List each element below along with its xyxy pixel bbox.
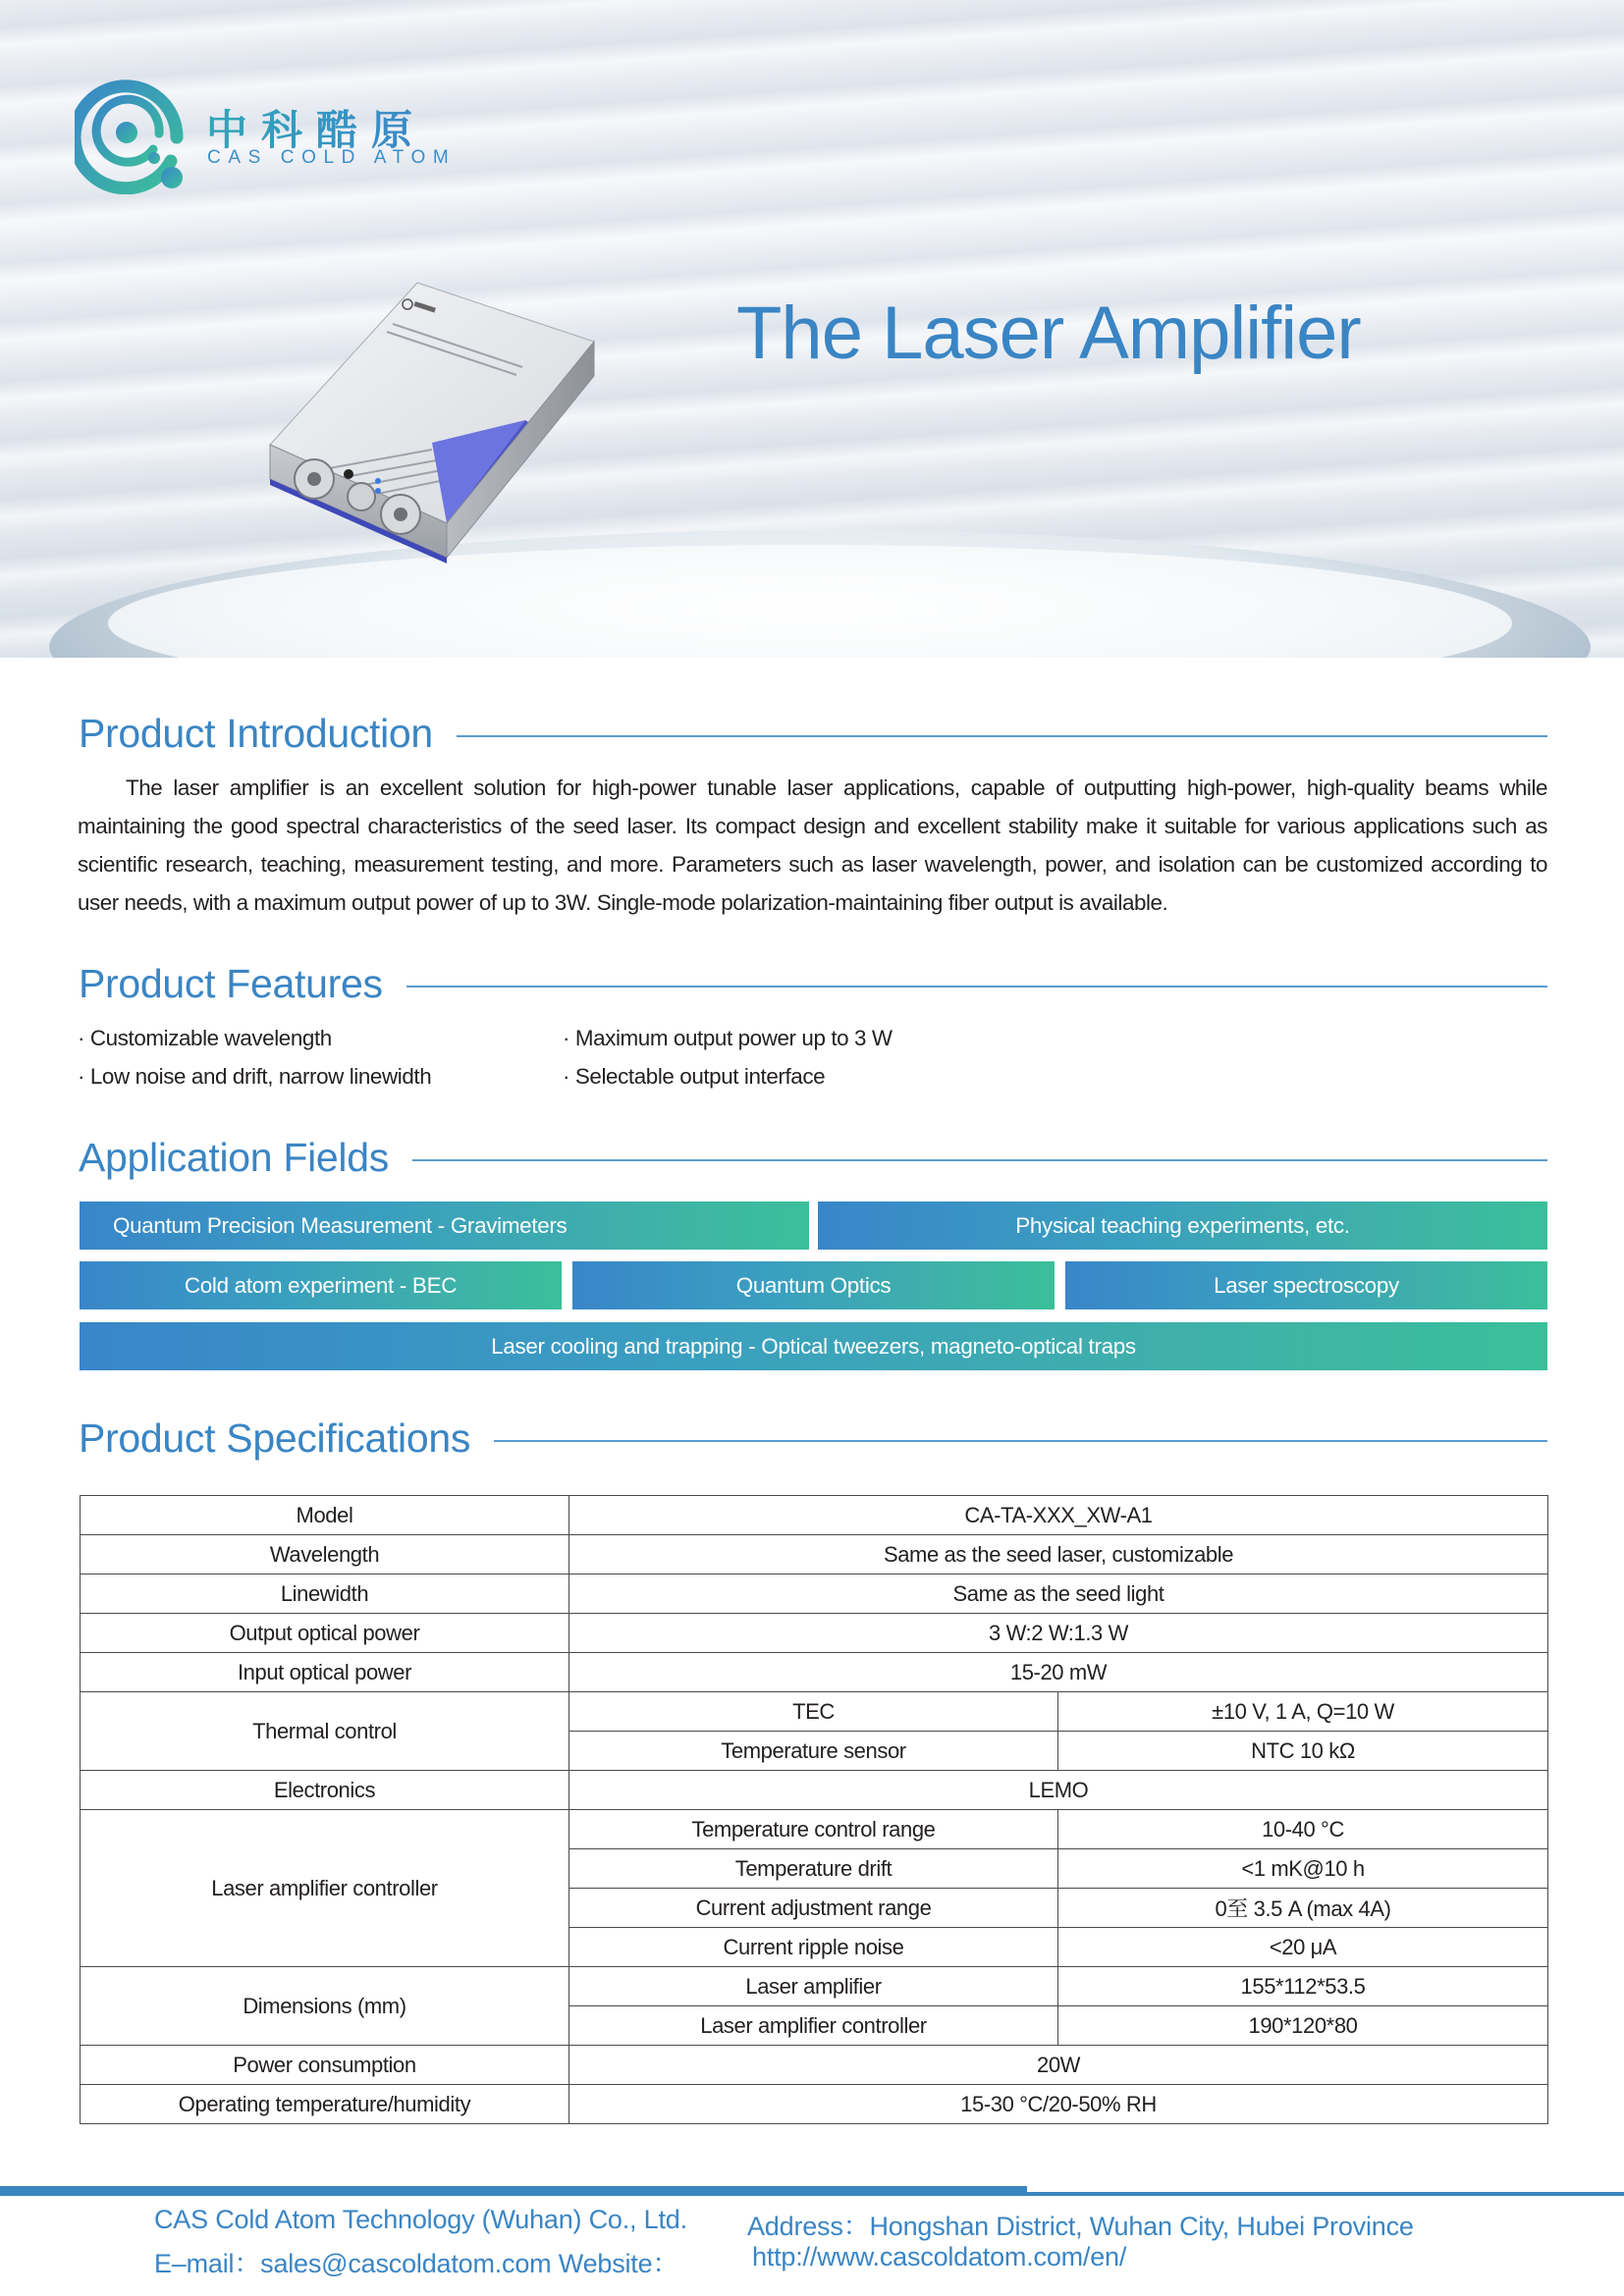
header-banner xyxy=(0,0,1624,658)
spec-sublabel: Laser amplifier controller xyxy=(569,2006,1058,2046)
spec-label: Laser amplifier controller xyxy=(81,1810,569,1967)
spec-sublabel: Temperature sensor xyxy=(569,1732,1058,1771)
application-label: Laser cooling and trapping - Optical tweezers, magneto-optical traps xyxy=(491,1333,1136,1359)
spec-label: Linewidth xyxy=(81,1575,569,1614)
table-row xyxy=(81,2085,1548,2124)
footer-divider xyxy=(0,2186,1027,2196)
cas-cold-atom-logo-icon xyxy=(75,77,192,194)
feature-item: · Customizable wavelength xyxy=(78,1026,332,1050)
section-divider xyxy=(412,1159,1547,1161)
spec-value: 0至 3.5 A (max 4A) xyxy=(1058,1889,1548,1928)
intro-paragraph: The laser amplifier is an excellent solution for high-power tunable laser applications, capable of outputting high-power, high-quality beams while maintaining the good spectral characteristics of the seed laser. Its compact design and excellent stability make it suitable for various applications such as scientific research, teaching, measurement testing, and more. Parameters such as laser wavelength, power, and isolation can be customized according to user needs, with a maximum output power of up to 3W. Single-mode polarization-maintaining fiber output is available. xyxy=(78,775,1547,915)
spec-label: Electronics xyxy=(81,1771,569,1810)
email-label: E–mail： xyxy=(154,2249,261,2278)
feature-item: · Selectable output interface xyxy=(563,1064,826,1089)
spec-sublabel: TEC xyxy=(569,1692,1058,1732)
application-label: Cold atom experiment - BEC xyxy=(184,1272,458,1298)
table-row xyxy=(81,1967,1548,2006)
section-divider xyxy=(457,735,1547,737)
website-label: Website： xyxy=(558,2249,679,2278)
footer-address xyxy=(747,2205,1414,2243)
address-value: Hongshan District, Wuhan City, Hubei Province xyxy=(869,2212,1414,2241)
application-tag xyxy=(80,1322,1547,1370)
table-row xyxy=(81,1535,1548,1575)
footer-divider-thin xyxy=(1027,2192,1624,2196)
spec-label: Wavelength xyxy=(81,1535,569,1575)
section-header-specifications xyxy=(79,1414,1547,1463)
feature-item: · Maximum output power up to 3 W xyxy=(563,1026,893,1050)
footer-company: CAS Cold Atom Technology (Wuhan) Co., Ltd. xyxy=(154,2205,687,2234)
application-label: Quantum Optics xyxy=(735,1272,892,1298)
spec-sublabel: Current adjustment range xyxy=(569,1889,1058,1928)
spec-value: 20W xyxy=(569,2046,1548,2085)
feature-item: · Low noise and drift, narrow linewidth xyxy=(78,1064,432,1089)
table-row xyxy=(81,1810,1548,1849)
brand-name-english: CAS COLD ATOM xyxy=(207,147,457,168)
spec-value: LEMO xyxy=(569,1771,1548,1810)
spec-value: ±10 V, 1 A, Q=10 W xyxy=(1058,1692,1548,1732)
section-title: Application Fields xyxy=(79,1134,389,1180)
application-label: Physical teaching experiments, etc. xyxy=(1015,1212,1350,1238)
spec-value: Same as the seed light xyxy=(569,1575,1548,1614)
page-title: The Laser Amplifier xyxy=(736,292,1361,375)
spec-value: 15-30 °C/20-50% RH xyxy=(569,2085,1548,2124)
application-tag xyxy=(80,1201,809,1250)
section-header-features xyxy=(79,959,1547,1008)
spec-label: Thermal control xyxy=(81,1692,569,1771)
address-label: Address： xyxy=(747,2212,870,2241)
spec-label: Output optical power xyxy=(81,1614,569,1653)
spec-label: Model xyxy=(81,1496,569,1535)
application-tag xyxy=(1065,1261,1547,1309)
section-title: Product Features xyxy=(79,960,383,1006)
specifications-table xyxy=(80,1495,1548,2124)
spec-value: 10-40 °C xyxy=(1058,1810,1548,1849)
application-tag xyxy=(80,1261,562,1309)
spec-value: 15-20 mW xyxy=(569,1653,1548,1692)
table-row xyxy=(81,1692,1548,1732)
spec-sublabel: Temperature control range xyxy=(569,1810,1058,1849)
laser-amplifier-device-image xyxy=(245,273,609,567)
section-divider xyxy=(406,986,1547,988)
email-link[interactable]: sales@cascoldatom.com xyxy=(260,2249,552,2278)
table-row xyxy=(81,1496,1548,1535)
section-title: Product Specifications xyxy=(79,1415,471,1461)
spec-sublabel: Laser amplifier xyxy=(569,1967,1058,2006)
application-tag xyxy=(818,1201,1547,1250)
spec-label: Dimensions (mm) xyxy=(81,1967,569,2046)
spec-label: Power consumption xyxy=(81,2046,569,2085)
section-header-introduction xyxy=(79,709,1547,758)
website-link[interactable]: http://www.cascoldatom.com/en/ xyxy=(752,2242,1127,2271)
table-row xyxy=(81,1614,1548,1653)
footer-contact xyxy=(154,2242,678,2280)
section-divider xyxy=(494,1440,1547,1442)
spec-value: 155*112*53.5 xyxy=(1058,1967,1548,2006)
table-row xyxy=(81,1575,1548,1614)
section-header-applications xyxy=(79,1133,1547,1182)
brand-name-chinese: 中科酷原 xyxy=(206,98,426,157)
spec-label: Operating temperature/humidity xyxy=(81,2085,569,2124)
spec-value: <20 μA xyxy=(1058,1928,1548,1967)
spec-value: Same as the seed laser, customizable xyxy=(569,1535,1548,1575)
section-title: Product Introduction xyxy=(79,710,433,756)
table-row xyxy=(81,2046,1548,2085)
spec-sublabel: Current ripple noise xyxy=(569,1928,1058,1967)
spec-value: <1 mK@10 h xyxy=(1058,1849,1548,1889)
spec-sublabel: Temperature drift xyxy=(569,1849,1058,1889)
spec-value: CA-TA-XXX_XW-A1 xyxy=(569,1496,1548,1535)
spec-value: 3 W:2 W:1.3 W xyxy=(569,1614,1548,1653)
spec-value: NTC 10 kΩ xyxy=(1058,1732,1548,1771)
application-label: Laser spectroscopy xyxy=(1214,1272,1399,1298)
application-label: Quantum Precision Measurement - Gravimeters xyxy=(113,1212,568,1238)
table-row xyxy=(81,1771,1548,1810)
spec-label: Input optical power xyxy=(81,1653,569,1692)
table-row xyxy=(81,1653,1548,1692)
application-tag xyxy=(572,1261,1055,1309)
spec-value: 190*120*80 xyxy=(1058,2006,1548,2046)
feature-list xyxy=(78,1026,1059,1104)
